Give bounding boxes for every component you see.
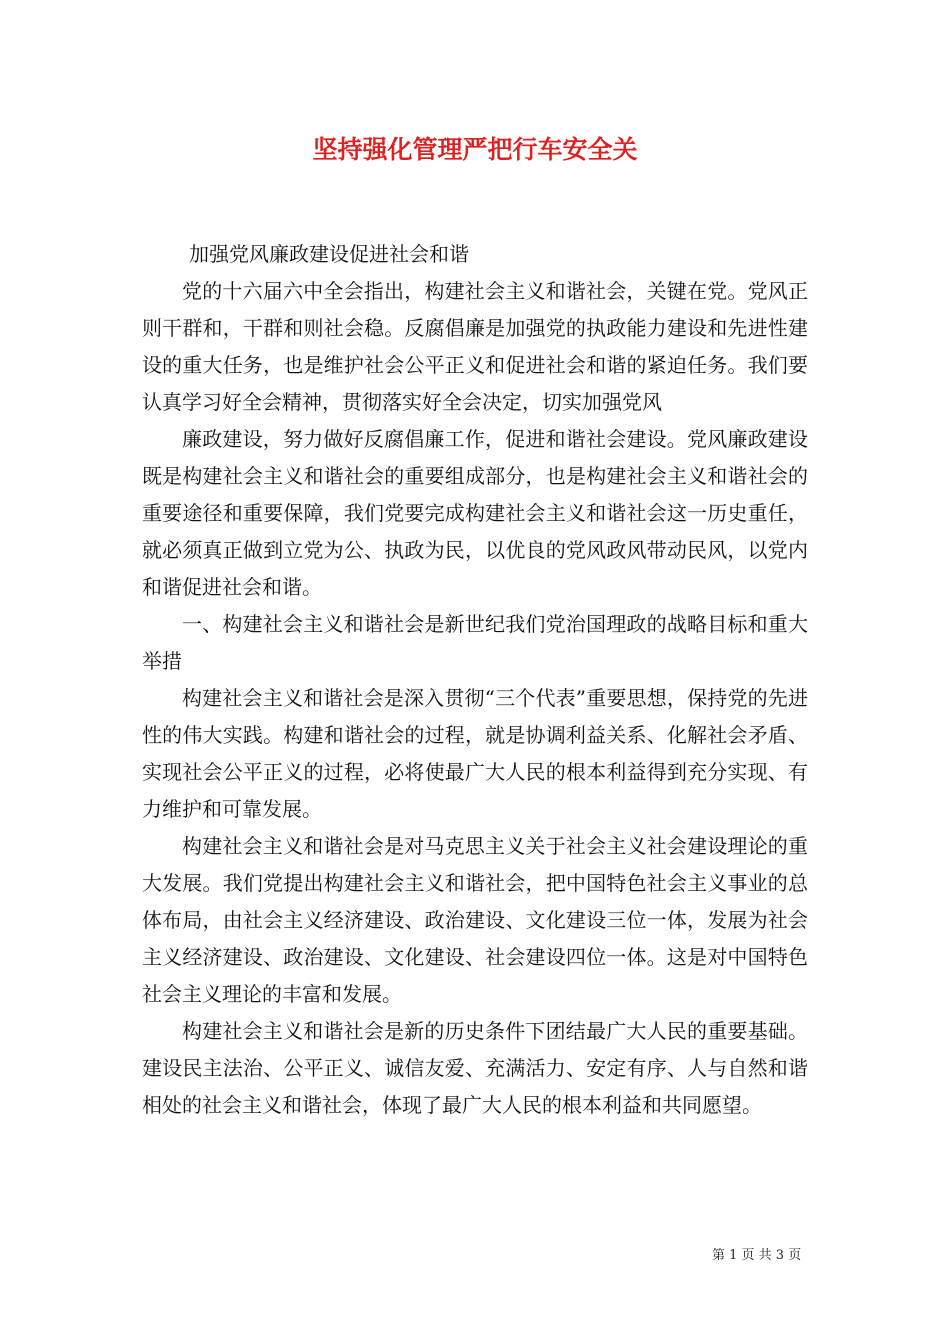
paragraph: 构建社会主义和谐社会是新的历史条件下团结最广大人民的重要基础。建设民主法治、公平正义、诚信友爱、充满活力、安定有序、人与自然和谐相处的社会主义和谐社会，体现了最广大人民的根本利益和共同愿望。 [142,1019,808,1117]
paragraph: 廉政建设，努力做好反腐倡廉工作，促进和谐社会建设。党风廉政建设既是构建社会主义和谐社会的重要组成部分，也是构建社会主义和谐社会的重要途径和重要保障，我们党要完成构建社会主义和谐社会这一历史重任，就必须真正做到立党为公、执政为民，以优良的党风政风带动民风，以党内和谐促进社会和谐。 [142,427,808,599]
document-body [142,236,808,1124]
paragraph: 党的十六届六中全会指出，构建社会主义和谐社会，关键在党。党风正则干群和，干群和则社会稳。反腐倡廉是加强党的执政能力建设和先进性建设的重大任务，也是维护社会公平正义和促进社会和谐的紧迫任务。我们要认真学习好全会精神，贯彻落实好全会决定，切实加强党风 [142,279,808,414]
paragraph-subtitle: 加强党风廉政建设促进社会和谐 [189,242,469,266]
paragraph: 构建社会主义和谐社会是对马克思主义关于社会主义社会建设理论的重大发展。我们党提出构建社会主义和谐社会，把中国特色社会主义事业的总体布局，由社会主义经济建设、政治建设、文化建设三位一体，发展为社会主义经济建设、政治建设、文化建设、社会建设四位一体。这是对中国特色社会主义理论的丰富和发展。 [142,834,808,1006]
page-number-footer: 第 1 页 共 3 页 [712,1248,802,1263]
paragraph-section-heading: 一、构建社会主义和谐社会是新世纪我们党治国理政的战略目标和重大举措 [142,612,808,673]
paragraph: 构建社会主义和谐社会是深入贯彻“三个代表”重要思想，保持党的先进性的伟大实践。构建和谐社会的过程，就是协调利益关系、化解社会矛盾、实现社会公平正义的过程，必将使最广大人民的根本利益得到充分实现、有力维护和可靠发展。 [142,686,808,821]
document-title: 坚持强化管理严把行车安全关 [312,135,638,164]
